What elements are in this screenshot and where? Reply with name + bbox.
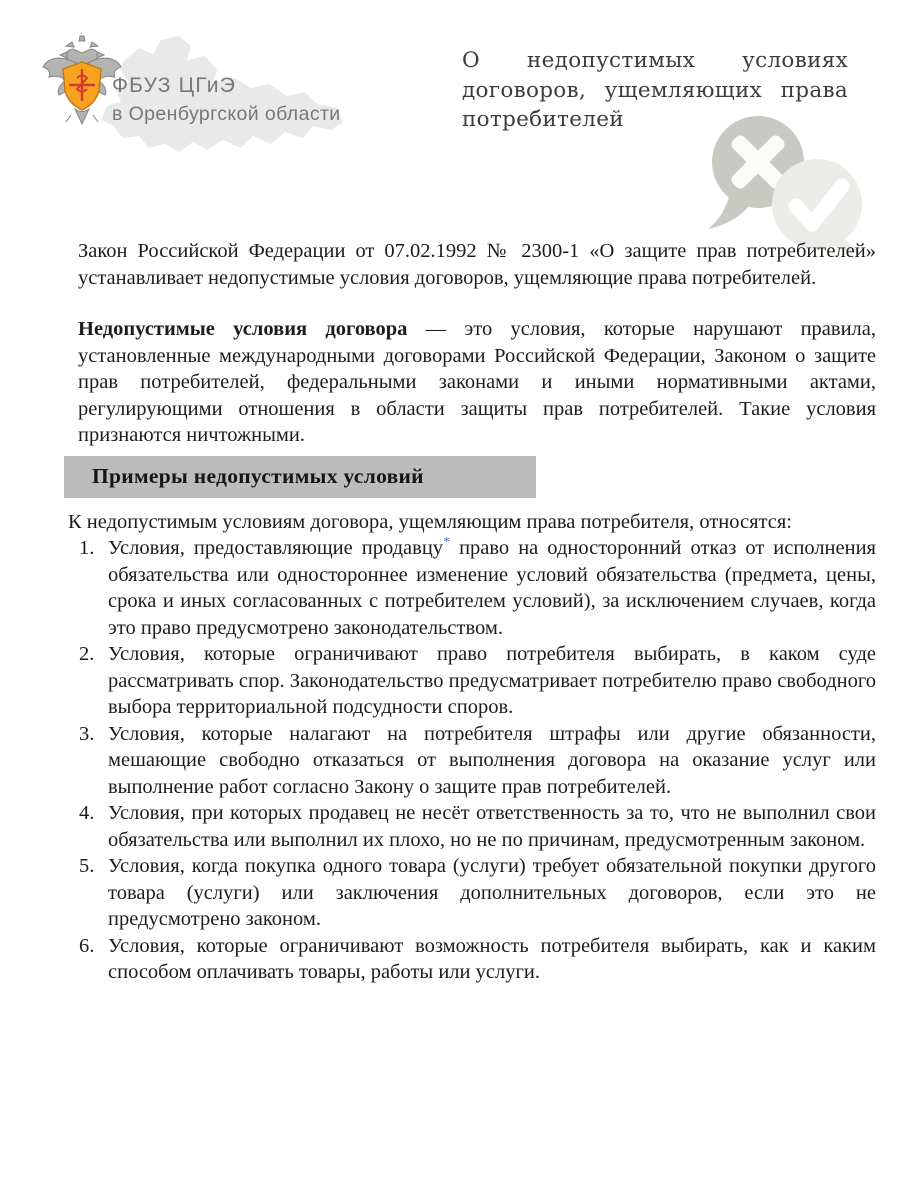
document-body <box>64 238 876 986</box>
item-text: Условия, при которых продавец не несёт ответственность за то, что не выполнил свои обязательства или выполнил их плохо, но не по причинам, предусмотренным законом. <box>108 802 876 851</box>
definition-paragraph <box>64 316 876 449</box>
list-item-4 <box>64 800 876 853</box>
org-name-line1: ФБУЗ ЦГиЭ <box>112 74 237 97</box>
list-item-2 <box>64 641 876 721</box>
item-text: Условия, которые налагают на потребителя штрафы или другие обязанности, мешающие свободно отказаться от выполнения договора на оказание услуг или выполнение работ согласно Закону о защите прав потребителей. <box>108 722 876 798</box>
footnote-asterisk: * <box>443 535 451 551</box>
item-number: 5. <box>79 855 95 877</box>
item-number: 1. <box>79 537 95 559</box>
x-check-bubbles-illustration <box>696 106 874 254</box>
item-text: право на односторонний отказ от исполнения обязательства или одностороннее изменение условий обязательства (предмета, цены, срока и иных согласованных с потребителем условий), за исключением случаев, когда это право предусмотрено законодательством. <box>108 537 876 639</box>
list-item-5 <box>64 853 876 933</box>
definition-text: — это условия, которые нарушают правила, установленные международными договорами Российской Федерации, Законом о защите прав потребителей, федеральными законами и иными нормативными актами, регулирующими отношения в области защиты прав потребителей. Такие условия признаются ничтожными. <box>78 318 877 446</box>
item-text: Условия, которые ограничивают право потребителя выбирать, в каком суде рассматривать спор. Законодательство предусматривает потребителю право свободного выбора территориальной подсудности споров. <box>108 643 876 718</box>
item-text: Условия, предоставляющие продавцу <box>108 537 444 559</box>
item-number: 6. <box>79 934 95 957</box>
item-text: Условия, которые ограничивают возможность потребителя выбирать, как и каким способом оплачивать товары, работы или услуги. <box>108 934 876 983</box>
item-number: 3. <box>79 722 95 745</box>
law-paragraph: Закон Российской Федерации от 07.02.1992 № 2300-1 «О защите прав потребителей» устанавливает недопустимые условия договоров, ущемляющие права потребителей. <box>78 240 876 289</box>
definition-term: Недопустимые условия договора <box>78 318 408 340</box>
org-name-line2: в Оренбургской области <box>112 103 341 125</box>
section-heading-label: Примеры недопустимых условий <box>92 464 424 489</box>
list-item-6 <box>64 933 876 986</box>
item-number: 2. <box>79 643 95 665</box>
list-item-1 <box>64 535 876 641</box>
inadmissible-conditions-list <box>64 535 876 986</box>
title-line-3: потребителей <box>462 107 624 132</box>
item-number: 4. <box>79 802 95 824</box>
list-item-3 <box>64 721 876 801</box>
title-line-1: О недопустимых условиях <box>462 48 848 73</box>
item-text: Условия, когда покупка одного товара (услуги) требует обязательной покупки другого товара (услуги) или заключения дополнительных договоров, если это не предусмотрено законом. <box>108 855 876 930</box>
title-line-2: договоров, ущемляющих права <box>462 77 848 103</box>
org-name <box>112 74 341 126</box>
list-leadin: К недопустимым условиям договора, ущемляющим права потребителя, относятся: <box>68 510 792 533</box>
section-heading <box>64 456 536 498</box>
